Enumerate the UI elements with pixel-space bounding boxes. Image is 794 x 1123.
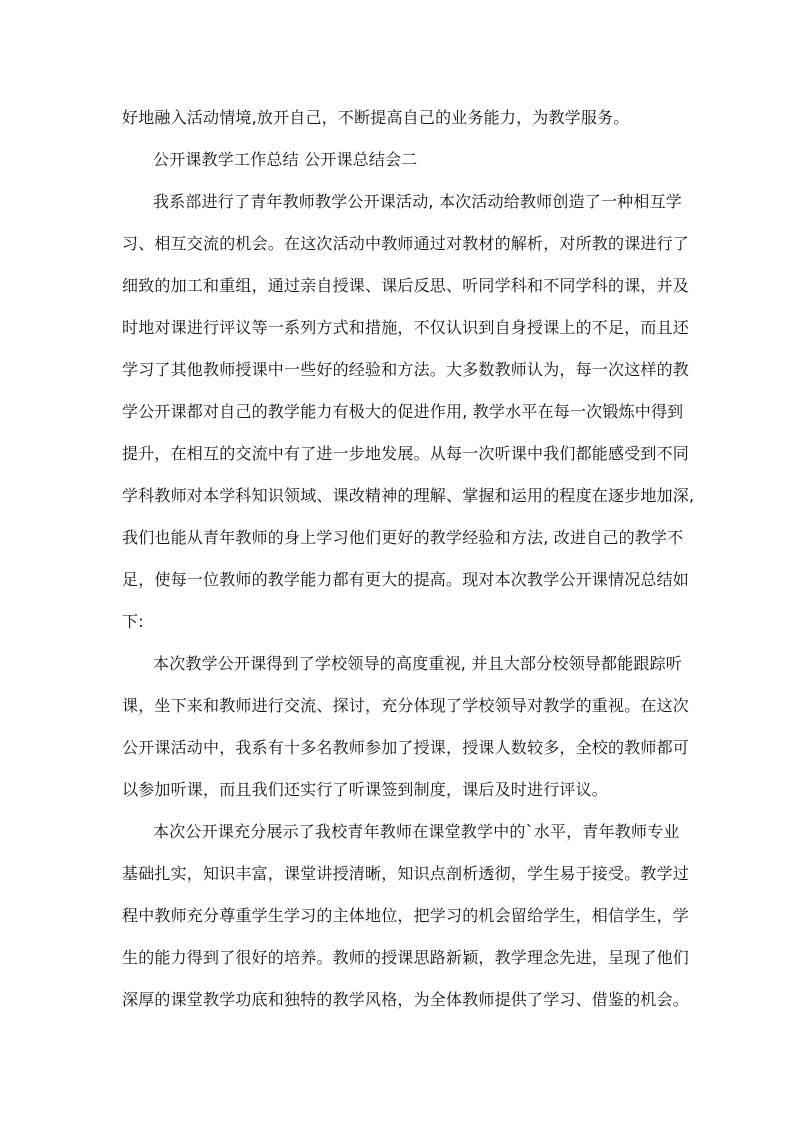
- paragraph-line: 细致的加工和重组，通过亲自授课、课后反思、听同学科和不同学科的课，并及: [122, 276, 690, 295]
- paragraph-line: 课，坐下来和教师进行交流、探讨，充分体现了学校领导对教学的重视。在这次: [122, 696, 690, 715]
- paragraph-line: 生的能力得到了很好的培养。教师的授课思路新颖，教学理念先进，呈现了他们: [122, 948, 690, 967]
- section-heading: 公开课教学工作总结 公开课总结会二: [153, 150, 418, 169]
- paragraph-line: 基础扎实，知识丰富，课堂讲授清晰，知识点剖析透彻，学生易于接受。教学过: [122, 864, 690, 883]
- paragraph-line: 提升，在相互的交流中有了进一步地发展。从每一次听课中我们都能感受到不同: [122, 444, 690, 463]
- paragraph-line: 学习了其他教师授课中一些好的经验和方法。大多数教师认为，每一次这样的教: [122, 360, 690, 379]
- paragraph-line: 我们也能从青年教师的身上学习他们更好的教学经验和方法, 改进自己的教学不: [122, 528, 684, 547]
- paragraph-line: 本次教学公开课得到了学校领导的高度重视, 并且大部分校领导都能跟踪听: [153, 654, 682, 673]
- paragraph-line: 学科教师对本学科知识领域、课改精神的理解、掌握和运用的程度在逐步地加深,: [122, 486, 695, 505]
- paragraph-line: 公开课活动中，我系有十多名教师参加了授课，授课人数较多，全校的教师都可: [122, 738, 690, 757]
- paragraph-line: 我系部进行了青年教师教学公开课活动, 本次活动给教师创造了一种相互学: [153, 192, 682, 211]
- paragraph-line: 足，使每一位教师的教学能力都有更大的提高。现对本次教学公开课情况总结如: [122, 570, 690, 589]
- paragraph-line: 深厚的课堂教学功底和独特的教学风格，为全体教师提供了学习、借鉴的机会。: [122, 990, 690, 1009]
- paragraph-line: 本次公开课充分展示了我校青年教师在课堂教学中的`水平，青年教师专业: [153, 822, 680, 841]
- paragraph-line: 下:: [122, 612, 144, 631]
- paragraph-line: 学公开课都对自己的教学能力有极大的促进作用, 教学水平在每一次锻炼中得到: [122, 402, 684, 421]
- paragraph-line: 程中教师充分尊重学生学习的主体地位，把学习的机会留给学生，相信学生，学: [122, 906, 690, 925]
- paragraph-line: 时地对课进行评议等一系列方式和措施，不仅认识到自身授课上的不足，而且还: [122, 318, 690, 337]
- paragraph-line: 好地融入活动情境,放开自己，不断提高自己的业务能力，为教学服务。: [122, 108, 630, 127]
- paragraph-line: 习、相互交流的机会。在这次活动中教师通过对教材的解析，对所教的课进行了: [122, 234, 690, 253]
- paragraph-line: 以参加听课，而且我们还实行了听课签到制度，课后及时进行评议。: [122, 780, 609, 799]
